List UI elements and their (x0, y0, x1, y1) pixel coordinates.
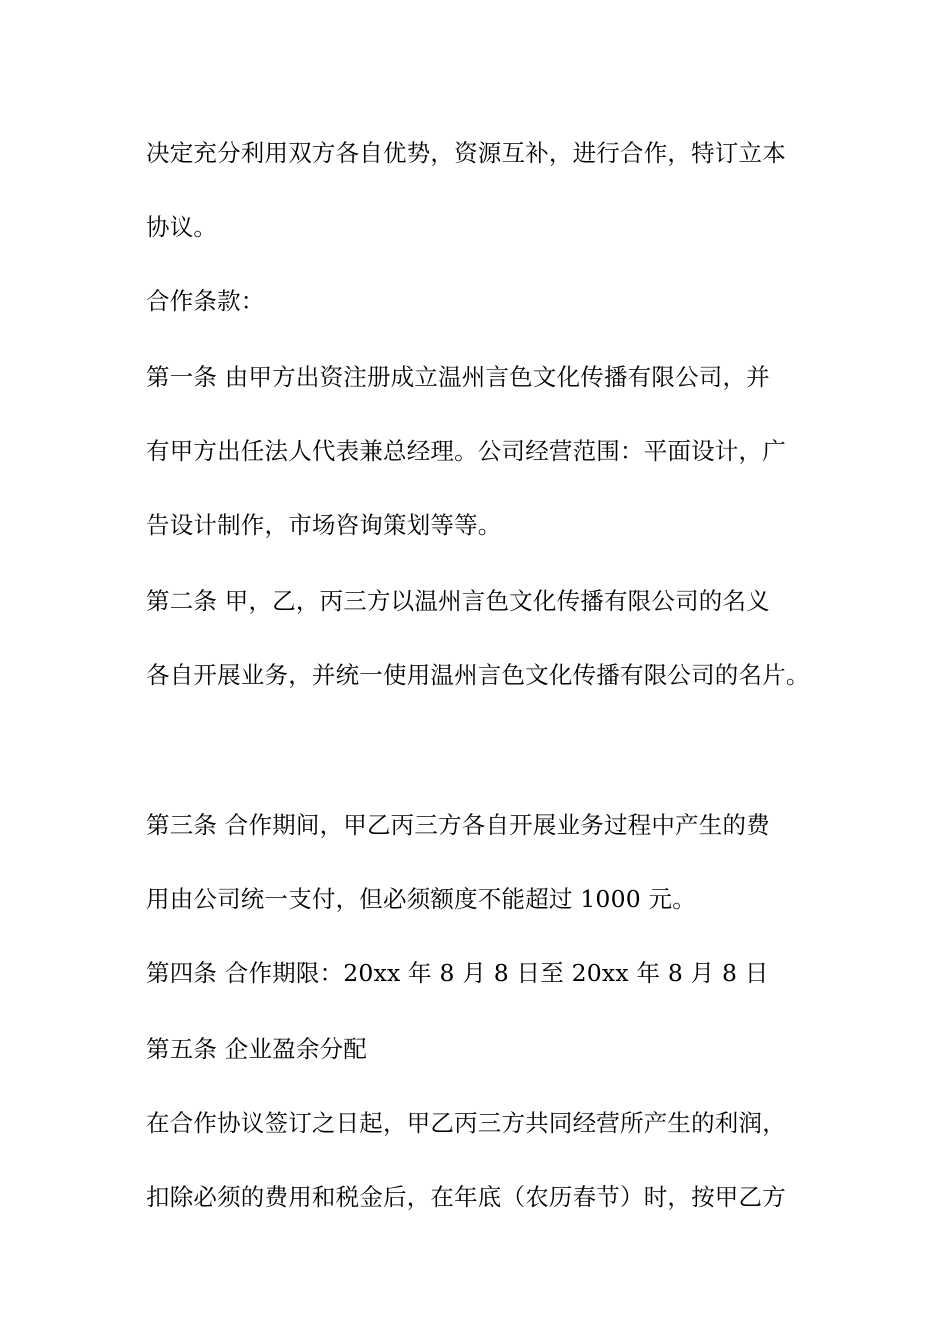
article-5-line: 扣除必须的费用和税金后，在年底（农历春节）时，按甲乙方 (146, 1183, 786, 1211)
article-1-line: 告设计制作，市场咨询策划等等。 (146, 511, 502, 539)
article-5-heading: 第五条 企业盈余分配 (146, 1035, 367, 1063)
article-3-line: 用由公司统一支付，但必须额度不能超过 1000 元。 (146, 885, 696, 913)
article-4-line: 第四条 合作期限：20xx 年 8 月 8 日至 20xx 年 8 月 8 日 (146, 959, 769, 987)
article-3-line: 第三条 合作期间，甲乙丙三方各自开展业务过程中产生的费 (146, 811, 770, 839)
article-2-line: 各自开展业务，并统一使用温州言色文化传播有限公司的名片。 (146, 661, 810, 689)
article-1-line: 第一条 由甲方出资注册成立温州言色文化传播有限公司，并 (146, 363, 770, 391)
article-2-line: 第二条 甲，乙，丙三方以温州言色文化传播有限公司的名义 (146, 587, 770, 615)
text-line: 协议。 (146, 213, 218, 241)
text-line: 决定充分利用双方各自优势，资源互补，进行合作，特订立本 (146, 139, 786, 167)
section-heading: 合作条款： (146, 287, 265, 315)
article-5-line: 在合作协议签订之日起，甲乙丙三方共同经营所产生的利润， (146, 1109, 786, 1137)
article-1-line: 有甲方出任法人代表兼总经理。公司经营范围：平面设计，广 (146, 437, 786, 465)
